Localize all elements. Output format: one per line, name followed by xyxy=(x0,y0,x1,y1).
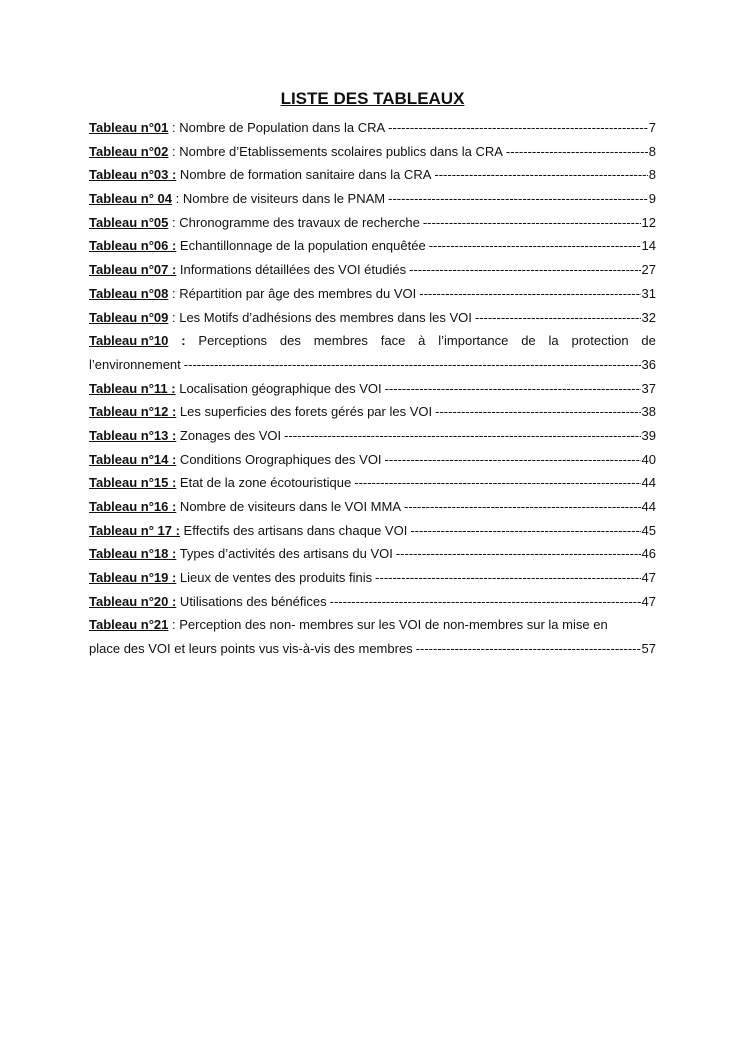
dot-leader xyxy=(506,140,648,164)
list-item xyxy=(89,211,656,235)
list-item xyxy=(89,163,656,187)
table-label: Tableau n°12 : xyxy=(89,404,177,420)
dot-leader xyxy=(396,542,641,566)
dot-leader xyxy=(410,519,640,543)
list-item xyxy=(89,424,656,448)
caption-word: protection xyxy=(571,333,629,349)
caption-word: l’importance xyxy=(438,333,509,349)
table-caption: Localisation géographique des VOI xyxy=(175,380,382,396)
list-item xyxy=(89,329,656,353)
table-caption: Informations détaillées des VOI étudiés xyxy=(176,262,407,278)
dot-leader xyxy=(385,448,641,472)
list-item xyxy=(89,448,656,472)
page-title: LISTE DES TABLEAUX xyxy=(280,89,465,108)
dot-leader xyxy=(423,211,641,235)
table-caption: Types d’activités des artisans du VOI xyxy=(176,546,393,562)
table-label: Tableau n°21 xyxy=(89,617,169,633)
table-caption: : Répartition par âge des membres du VOI xyxy=(168,285,417,301)
table-caption: Lieux de ventes des produits finis xyxy=(176,570,373,586)
table-caption: : Les Motifs d’adhésions des membres dans les VOI xyxy=(168,309,472,325)
list-item-continuation xyxy=(89,353,656,377)
table-caption: Nombre de visiteurs dans le VOI MMA xyxy=(176,499,402,514)
table-caption: : Chronogramme des travaux de recherche xyxy=(168,214,420,230)
page-number: 37 xyxy=(641,380,656,396)
page-number: 14 xyxy=(641,238,656,254)
page-number: 57 xyxy=(641,641,656,657)
dot-leader xyxy=(375,566,640,590)
page-number: 44 xyxy=(641,499,656,514)
table-caption: : Perception des non- membres sur les VOI de non-membres sur la mise en xyxy=(168,617,608,633)
table-caption: : Nombre de Population dans la CRA xyxy=(168,120,386,135)
page-number: 8 xyxy=(648,143,656,159)
table-caption: Conditions Orographiques des VOI xyxy=(176,451,382,467)
table-caption: l’environnement xyxy=(89,356,181,372)
dot-leader xyxy=(388,187,648,211)
dot-leader xyxy=(385,377,641,401)
list-item xyxy=(89,116,656,140)
table-caption: Effectifs des artisans dans chaque VOI xyxy=(179,522,408,538)
dot-leader xyxy=(404,495,641,519)
table-label: Tableau n°13 : xyxy=(89,427,177,443)
dot-leader xyxy=(388,116,648,140)
table-label: Tableau n°01 xyxy=(89,120,169,135)
table-caption: Zonages des VOI xyxy=(176,427,282,443)
dot-leader xyxy=(330,590,641,614)
table-label: Tableau n°16 : xyxy=(89,499,177,514)
dot-leader xyxy=(435,400,640,424)
page-number: 12 xyxy=(641,214,656,230)
list-item xyxy=(89,140,656,164)
dot-leader xyxy=(284,424,640,448)
table-label: Tableau n°20 : xyxy=(89,593,177,609)
list-item xyxy=(89,519,656,543)
table-label: Tableau n°18 : xyxy=(89,546,177,562)
table-caption: place des VOI et leurs points vus vis-à-vis des membres xyxy=(89,641,413,657)
table-label: Tableau n°06 : xyxy=(89,238,177,254)
list-item xyxy=(89,590,656,614)
list-item xyxy=(89,613,656,637)
caption-word: la xyxy=(548,333,559,349)
list-item xyxy=(89,258,656,282)
caption-word: des xyxy=(279,333,301,349)
caption-word: : xyxy=(181,333,186,349)
table-label: Tableau n° 17 : xyxy=(89,522,180,538)
list-item xyxy=(89,377,656,401)
table-label: Tableau n°03 : xyxy=(89,167,177,183)
caption-word: de xyxy=(521,333,536,349)
dot-leader xyxy=(434,163,647,187)
list-item xyxy=(89,234,656,258)
list-item xyxy=(89,542,656,566)
list-item xyxy=(89,495,656,519)
table-caption: Echantillonnage de la population enquêtée xyxy=(176,238,426,254)
list-item xyxy=(89,187,656,211)
table-caption: : Nombre d’Etablissements scolaires publics dans la CRA xyxy=(168,143,503,159)
page-number: 27 xyxy=(641,262,656,278)
caption-word: Perceptions xyxy=(198,333,268,349)
caption-word: membres xyxy=(313,333,368,349)
dot-leader xyxy=(475,306,641,330)
table-caption: Nombre de formation sanitaire dans la CRA xyxy=(176,167,432,183)
page-number: 31 xyxy=(641,285,656,301)
dot-leader xyxy=(354,471,640,495)
table-label: Tableau n°10 xyxy=(89,333,169,349)
table-caption: Utilisations des bénéfices xyxy=(176,593,327,609)
page-number: 9 xyxy=(648,191,656,207)
table-caption: : Nombre de visiteurs dans le PNAM xyxy=(171,191,386,207)
page-number: 39 xyxy=(641,427,656,443)
list-item xyxy=(89,471,656,495)
table-caption: Les superficies des forets gérés par les VOI xyxy=(176,404,433,420)
page-number: 38 xyxy=(641,404,656,420)
page-number: 40 xyxy=(641,451,656,467)
page-number: 8 xyxy=(648,167,656,183)
dot-leader xyxy=(184,353,641,377)
page-number: 46 xyxy=(641,546,656,562)
table-label: Tableau n° 04 xyxy=(89,191,172,207)
table-label: Tableau n°05 xyxy=(89,214,169,230)
caption-word: face xyxy=(380,333,406,349)
list-item-continuation xyxy=(89,637,656,661)
table-label: Tableau n°02 xyxy=(89,143,169,159)
list-item xyxy=(89,306,656,330)
page-number: 47 xyxy=(641,570,656,586)
document-page xyxy=(89,88,656,661)
dot-leader xyxy=(416,637,641,661)
table-label: Tableau n°19 : xyxy=(89,570,177,586)
list-item xyxy=(89,282,656,306)
table-label: Tableau n°11 : xyxy=(89,380,176,396)
table-label: Tableau n°14 : xyxy=(89,451,177,467)
page-number: 45 xyxy=(641,522,656,538)
list-item xyxy=(89,566,656,590)
dot-leader xyxy=(409,258,640,282)
caption-word: à xyxy=(418,333,426,349)
table-label: Tableau n°08 xyxy=(89,285,169,301)
table-label: Tableau n°07 : xyxy=(89,262,177,278)
table-list xyxy=(89,116,656,661)
page-number: 44 xyxy=(641,475,656,491)
dot-leader xyxy=(429,234,641,258)
caption-word: de xyxy=(641,333,656,349)
dot-leader xyxy=(419,282,640,306)
table-caption: Etat de la zone écotouristique xyxy=(176,475,352,491)
page-number: 36 xyxy=(641,356,656,372)
table-label: Tableau n°15 : xyxy=(89,475,177,491)
page-number: 47 xyxy=(641,593,656,609)
table-label: Tableau n°09 xyxy=(89,309,169,325)
page-number: 32 xyxy=(641,309,656,325)
page-number: 7 xyxy=(648,120,656,135)
list-item xyxy=(89,400,656,424)
